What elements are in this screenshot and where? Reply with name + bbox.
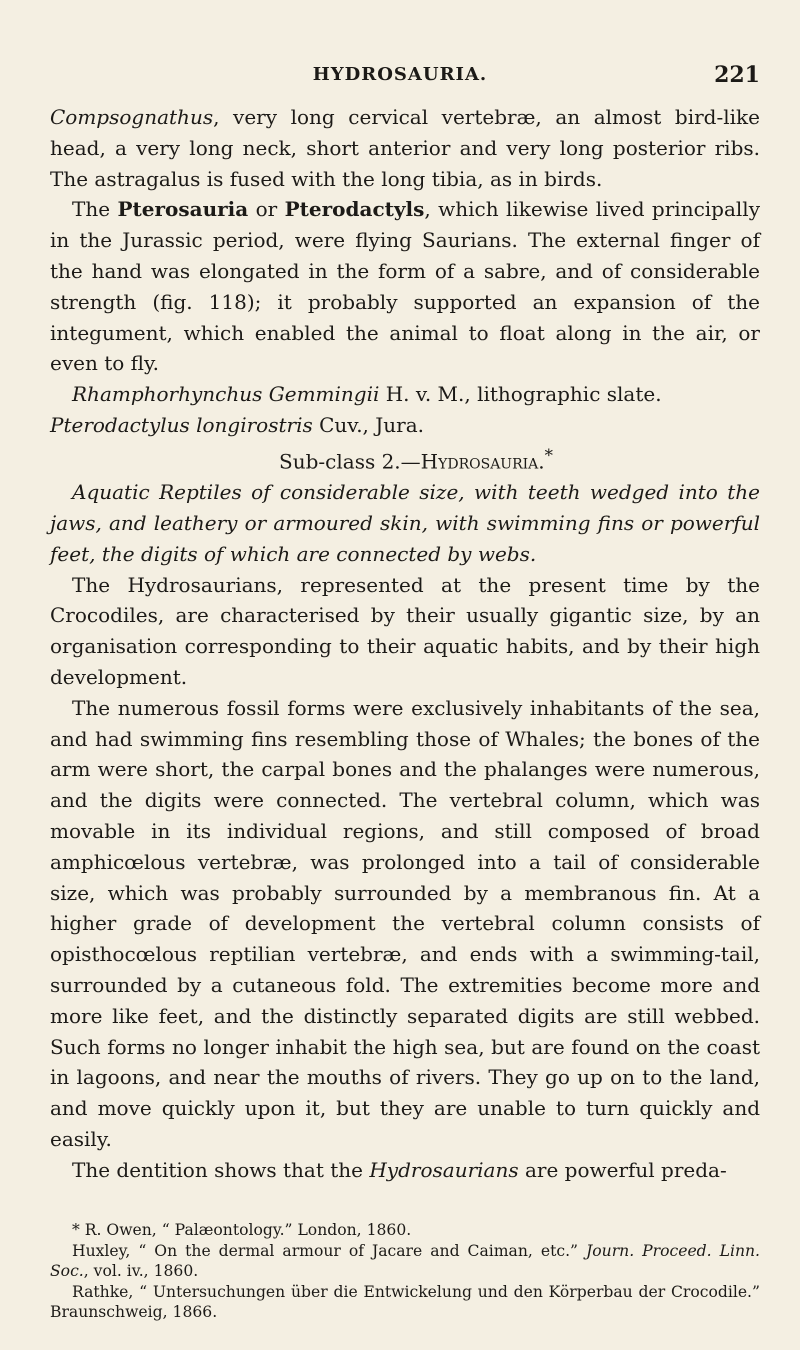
text-run: The dentition shows that the [72,1157,370,1182]
species-details: Cuv., Jura. [312,412,425,437]
text-run: or [248,197,285,222]
paragraph-pterosauria [50,194,760,379]
term-pterodactyls: Pterodactyls [284,197,425,222]
species-entry [50,379,760,410]
term-pterosauria: Pterosauria [117,197,249,222]
text-run: , which likewise lived principally in the Jurassic period, were flying Saurians. The external finger of the hand was elongated in the form of a sabre, and of considerable strength (fig. 118); it probably supported an expansion of the integument, which enabled the animal to float along in the air, or even to fly. [50,197,760,376]
running-title: HYDROSAURIA. [312,64,488,85]
paragraph-text: , very long cervical vertebræ, an almost bird-like head, a very long neck, short anterior and very long posterior ribs. The astragalus is fused with the long tibia, as in birds. [50,105,760,191]
footnote-mark: * [544,445,553,465]
species-name: Rhamphorhynchus Gemmingii [72,382,380,407]
subclass-prefix: Sub-class 2.— [279,449,421,474]
term-hydrosaurians: Hydrosaurians [369,1157,519,1182]
page-number: 221 [714,62,760,88]
footnotes [50,1220,760,1323]
species-name: Pterodactylus longirostris [50,412,313,437]
species-details: H. v. M., lithographic slate. [379,382,662,407]
paragraph: The numerous fossil forms were exclusively inhabitants of the sea, and had swimming fins resembling those of Whales; the bones of the arm were short, the carpal bones and the phalanges were numerous, and the digits were connected. The vertebral column, which was movable in its individual regions, and still composed of broad amphicœlous vertebræ, was prolonged into a tail of considerable size, which was probably surrounded by a membranous fin. At a higher grade of development the vertebral column consists of opisthocœlous reptilian vertebræ, and ends with a swimming-tail, surrounded by a cutaneous fold. The extremities become more and more like feet, and the distinctly separated digits are still webbed. Such forms no longer inhabit the high sea, but are found on the coast in lagoons, and near the mouths of rivers. They go up on to the land, and move quickly upon it, but they are unable to turn quickly and easily. [50,695,760,1151]
subclass-heading [50,441,760,477]
footnote: Rathke, “ Untersuchungen über die Entwickelung und den Körperbau der Crocodile.” Braunschweig, 1866. [50,1282,760,1321]
paragraph-dentition [50,1155,760,1186]
footnote: * R. Owen, “ Palæontology.” London, 1860. [72,1221,412,1239]
paragraph-compsognathus [50,102,760,194]
text-run: are powerful preda- [518,1157,727,1182]
running-head [0,62,800,92]
journal-name: Journ. Proceed. Linn. Soc. [50,1241,760,1280]
body-text [50,102,760,1186]
text-run: The [72,197,118,222]
subclass-name: Hydrosauria. [420,449,545,474]
diagnosis: Aquatic Reptiles of considerable size, with teeth wedged into the jaws, and leathery or armoured skin, with swimming fins or powerful feet, the digits of which are connected by webs. [50,480,760,566]
footnote-text: , vol. iv., 1860. [83,1262,199,1280]
footnote-text: Huxley, “ On the dermal armour of Jacare and Caiman, etc.” [72,1241,587,1260]
species-entry [50,410,760,441]
footnote [50,1241,760,1282]
paragraph: The Hydrosaurians, represented at the present time by the Crocodiles, are characterised by their usually gigantic size, by an organisation corresponding to their aquatic habits, and by their high development. [50,572,760,689]
genus-name: Compsognathus [50,105,214,129]
